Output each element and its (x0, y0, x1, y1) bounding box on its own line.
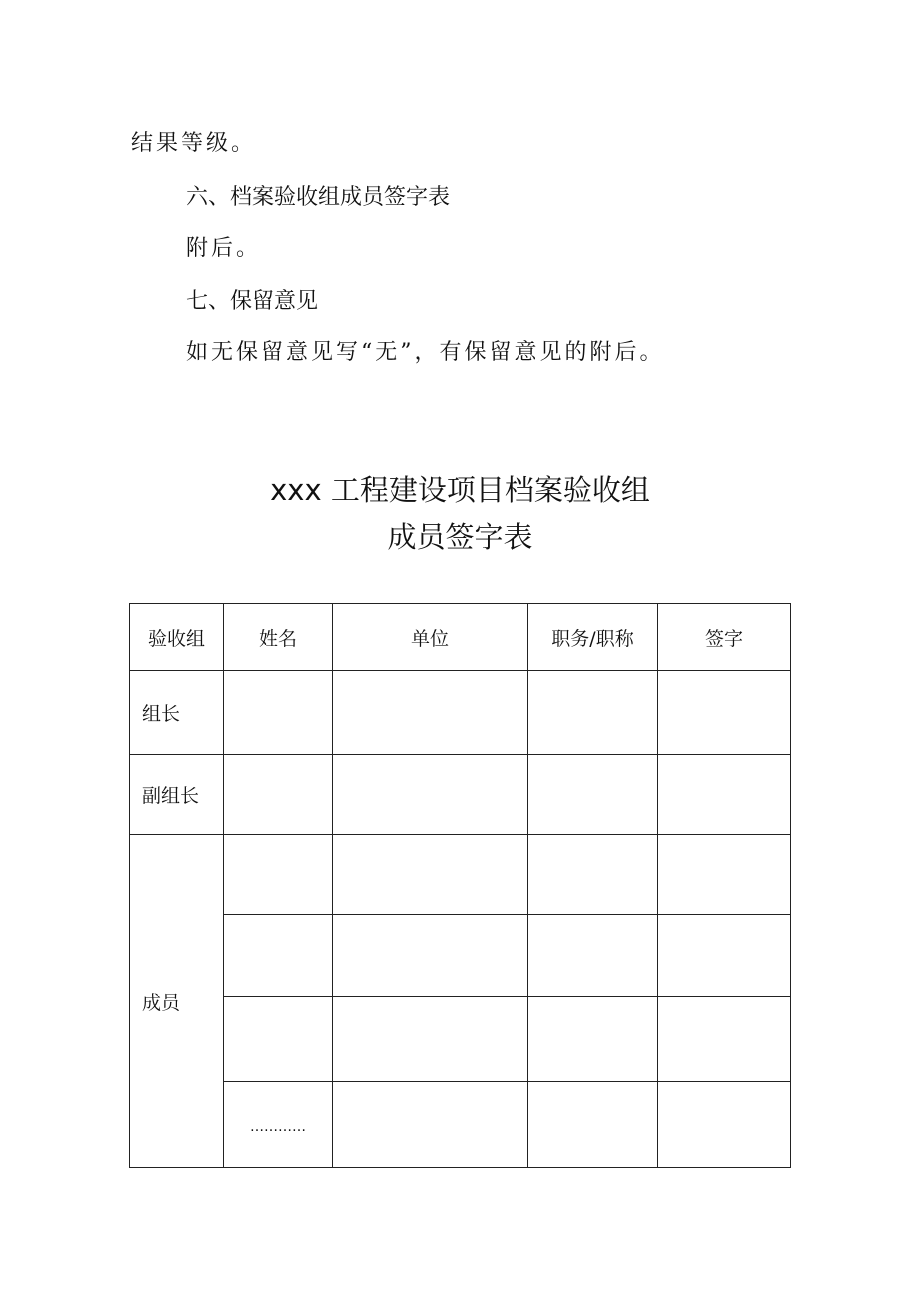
ellipsis-text: ………… (250, 1118, 306, 1135)
name-cell[interactable] (224, 997, 333, 1082)
role-members: 成员 (130, 835, 224, 1168)
role-deputy: 副组长 (130, 755, 224, 835)
table-row-member (130, 1082, 791, 1168)
paragraph-reservation-note: 如无保留意见写“无”，有保留意见的附后。 (186, 340, 665, 365)
name-cell[interactable] (224, 755, 333, 835)
form-title-line1: xxx 工程建设项目档案验收组 (270, 473, 650, 507)
name-cell[interactable] (224, 671, 333, 755)
header-signature: 签字 (658, 604, 791, 671)
signature-cell[interactable] (658, 915, 791, 997)
section-heading-7: 七、保留意见 (186, 289, 319, 314)
signature-cell[interactable] (658, 1082, 791, 1168)
signature-cell[interactable] (658, 997, 791, 1082)
unit-cell[interactable] (333, 915, 528, 997)
position-cell[interactable] (528, 755, 658, 835)
header-unit: 单位 (333, 604, 528, 671)
table-row-member (130, 915, 791, 997)
position-cell[interactable] (528, 835, 658, 915)
table-row-deputy (130, 755, 791, 835)
table-row-leader (130, 671, 791, 755)
unit-cell[interactable] (333, 835, 528, 915)
table-header-row (130, 604, 791, 671)
form-title-line2: 成员签字表 (387, 520, 533, 554)
position-cell[interactable] (528, 1082, 658, 1168)
signature-table (129, 603, 791, 1168)
paragraph-result-grade: 结果等级。 (131, 131, 257, 156)
signature-cell[interactable] (658, 755, 791, 835)
table-row-member (130, 835, 791, 915)
position-cell[interactable] (528, 671, 658, 755)
unit-cell[interactable] (333, 1082, 528, 1168)
unit-cell[interactable] (333, 997, 528, 1082)
unit-cell[interactable] (333, 671, 528, 755)
signature-cell[interactable] (658, 671, 791, 755)
role-leader: 组长 (130, 671, 224, 755)
name-cell-ellipsis[interactable] (224, 1082, 333, 1168)
position-cell[interactable] (528, 997, 658, 1082)
section-heading-6: 六、档案验收组成员签字表 (186, 185, 451, 210)
paragraph-attached: 附后。 (186, 236, 262, 261)
signature-cell[interactable] (658, 835, 791, 915)
table-row-member (130, 997, 791, 1082)
name-cell[interactable] (224, 835, 333, 915)
position-cell[interactable] (528, 915, 658, 997)
header-name: 姓名 (224, 604, 333, 671)
header-position: 职务/职称 (528, 604, 658, 671)
header-group: 验收组 (130, 604, 224, 671)
unit-cell[interactable] (333, 755, 528, 835)
name-cell[interactable] (224, 915, 333, 997)
